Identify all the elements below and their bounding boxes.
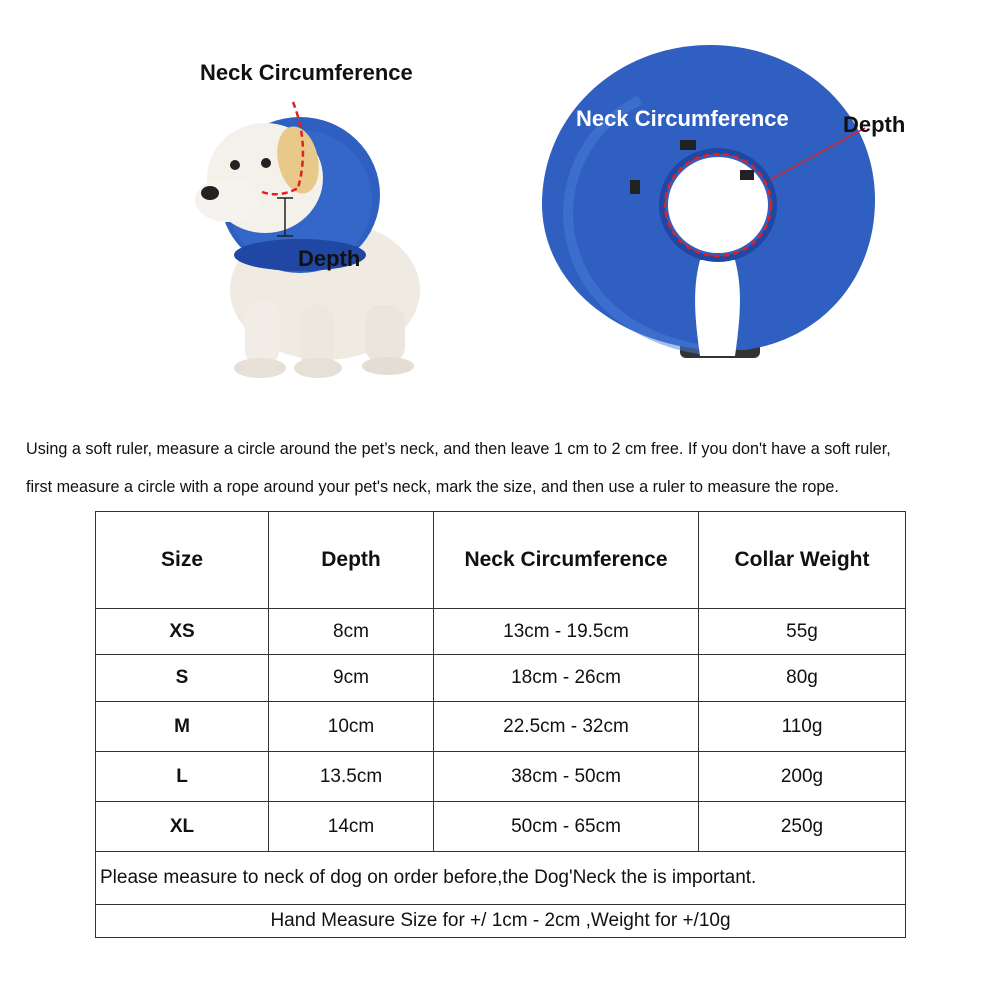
dog-nose bbox=[201, 186, 219, 200]
collar-figure bbox=[530, 40, 930, 380]
header-collar-weight: Collar Weight bbox=[699, 512, 906, 609]
table-note-row bbox=[96, 852, 906, 905]
collar-clip-left bbox=[630, 180, 640, 194]
cell-weight: 200g bbox=[699, 752, 906, 802]
cell-weight: 110g bbox=[699, 702, 906, 752]
dog-paw-right bbox=[294, 358, 342, 378]
table-footer-row bbox=[96, 905, 906, 938]
dog-with-collar-figure bbox=[150, 50, 450, 390]
dog-illustration bbox=[150, 50, 450, 390]
cell-depth: 13.5cm bbox=[269, 752, 434, 802]
instructions-line-2: first measure a circle with a rope around your pet's neck, mark the size, and then use a ruler to measure the rope. bbox=[26, 478, 839, 496]
cell-size: XS bbox=[96, 609, 269, 655]
dog-leg-front-right bbox=[300, 305, 334, 367]
cell-neck: 38cm - 50cm bbox=[434, 752, 699, 802]
table-note: Please measure to neck of dog on order before,the Dog'Neck the is important. bbox=[96, 852, 906, 905]
cell-size: XL bbox=[96, 802, 269, 852]
collar-clip-right bbox=[740, 170, 754, 180]
dog-leg-back bbox=[365, 305, 405, 363]
header-neck-circumference: Neck Circumference bbox=[434, 512, 699, 609]
collar-illustration bbox=[530, 40, 930, 380]
cell-depth: 8cm bbox=[269, 609, 434, 655]
header-depth: Depth bbox=[269, 512, 434, 609]
table-header-row bbox=[96, 512, 906, 609]
dog-paw-back bbox=[362, 357, 414, 375]
instructions-line-1: Using a soft ruler, measure a circle around the pet’s neck, and then leave 1 cm to 2 cm free. If you don't have a soft ruler, bbox=[26, 440, 891, 458]
dog-eye-right bbox=[261, 158, 271, 168]
table-row bbox=[96, 802, 906, 852]
header-size: Size bbox=[96, 512, 269, 609]
cell-depth: 9cm bbox=[269, 655, 434, 702]
collar-neck-circumference-label: Neck Circumference bbox=[576, 106, 789, 131]
dog-depth-label: Depth bbox=[298, 246, 361, 271]
measurement-instructions bbox=[26, 430, 996, 506]
table-footer: Hand Measure Size for +/ 1cm - 2cm ,Weight for +/10g bbox=[96, 905, 906, 938]
cell-size: S bbox=[96, 655, 269, 702]
cell-weight: 80g bbox=[699, 655, 906, 702]
dog-paw-left bbox=[234, 358, 286, 378]
cell-depth: 14cm bbox=[269, 802, 434, 852]
collar-clip-top bbox=[680, 140, 696, 150]
dog-muzzle bbox=[195, 178, 259, 222]
cell-neck: 50cm - 65cm bbox=[434, 802, 699, 852]
cell-neck: 13cm - 19.5cm bbox=[434, 609, 699, 655]
size-chart-table bbox=[95, 511, 906, 938]
cell-size: L bbox=[96, 752, 269, 802]
cell-weight: 250g bbox=[699, 802, 906, 852]
dog-neck-circumference-label: Neck Circumference bbox=[200, 60, 413, 85]
cell-size: M bbox=[96, 702, 269, 752]
table-row bbox=[96, 702, 906, 752]
dog-eye-left bbox=[230, 160, 240, 170]
table-row bbox=[96, 609, 906, 655]
table-row bbox=[96, 655, 906, 702]
cell-neck: 22.5cm - 32cm bbox=[434, 702, 699, 752]
cell-depth: 10cm bbox=[269, 702, 434, 752]
collar-opening-gap bbox=[695, 260, 740, 356]
cell-weight: 55g bbox=[699, 609, 906, 655]
dog-leg-front-left bbox=[245, 300, 279, 365]
collar-depth-label: Depth bbox=[843, 112, 906, 137]
cell-neck: 18cm - 26cm bbox=[434, 655, 699, 702]
table-row bbox=[96, 752, 906, 802]
